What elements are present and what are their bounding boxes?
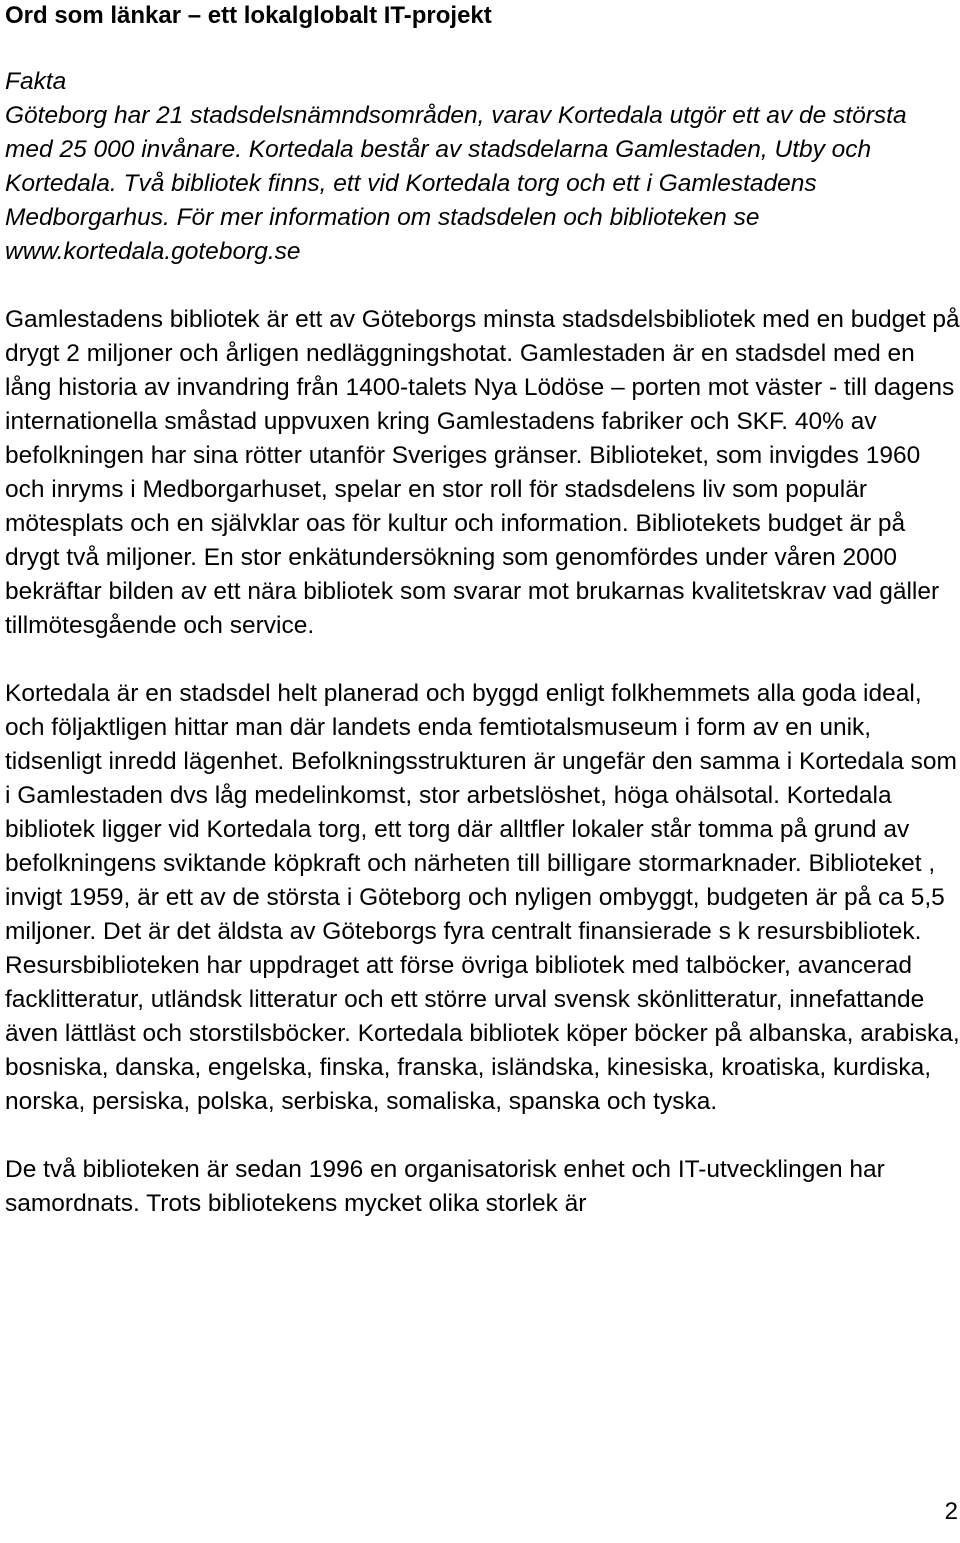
fakta-box (5, 65, 960, 269)
document-title: Ord som länkar – ett lokalglobalt IT-projekt (5, 2, 492, 29)
paragraph-organisation: De två biblioteken är sedan 1996 en organisatorisk enhet och IT-utvecklingen har samordnats. Trots bibliotekens mycket olika storlek är (5, 1156, 885, 1217)
fakta-text: Göteborg har 21 stadsdelsnämndsområden, varav Kortedala utgör ett av de största med 25 000 invånare. Kortedala består av stadsdelarna Gamlestaden, Utby och Kortedala. Två bibliotek finns, ett vid Kortedala torg och ett i Gamlestadens Medborgarhus. För mer information om stadsdelen och biblioteken se www.kortedala.goteborg.se (5, 102, 907, 265)
page-number: 2 (944, 1498, 958, 1525)
paragraph-gamlestaden: Gamlestadens bibliotek är ett av Göteborgs minsta stadsdelsbibliotek med en budget på drygt 2 miljoner och årligen nedläggningshotat. Gamlestaden är en stadsdel med en lång historia av invandring från 1400-talets Nya Lödöse – porten mot väster - till dagens internationella småstad uppvuxen kring Gamlestadens fabriker och SKF. 40% av befolkningen har sina rötter utanför Sveriges gränser. Biblioteket, som invigdes 1960 och inryms i Medborgarhuset, spelar en stor roll för stadsdelens liv som populär mötesplats och en självklar oas för kultur och information. Bibliotekets budget är på drygt två miljoner. En stor enkätundersökning som genomfördes under våren 2000 bekräftar bilden av ett nära bibliotek som svarar mot brukarnas kvalitetskrav vad gäller tillmötesgående och service. (5, 306, 960, 639)
paragraph-kortedala: Kortedala är en stadsdel helt planerad och byggd enligt folkhemmets alla goda ideal, och följaktligen hittar man där landets enda femtiotalsmuseum i form av en unik, tidsenligt inredd lägenhet. Befolkningsstrukturen är ungefär den samma i Kortedala som i Gamlestaden dvs låg medelinkomst, stor arbetslöshet, höga ohälsotal. Kortedala bibliotek ligger vid Kortedala torg, ett torg där alltfler lokaler står tomma på grund av befolkningens sviktande köpkraft och närheten till billigare stormarknader. Biblioteket , invigt 1959, är ett av de största i Göteborg och nyligen ombyggt, budgeten är på ca 5,5 miljoner. Det är det äldsta av Göteborgs fyra centralt finansierade s k resursbibliotek. Resursbiblioteken har uppdraget att förse övriga bibliotek med talböcker, avancerad facklitteratur, utländsk litteratur och ett större urval svensk skönlitteratur, innefattande även lättläst och storstilsböcker. Kortedala bibliotek köper böcker på albanska, arabiska, bosniska, danska, engelska, finska, franska, isländska, kinesiska, kroatiska, kurdiska, norska, persiska, polska, serbiska, somaliska, spanska och tyska. (5, 680, 960, 1115)
fakta-heading: Fakta (5, 68, 67, 95)
document-page (5, 0, 960, 1221)
